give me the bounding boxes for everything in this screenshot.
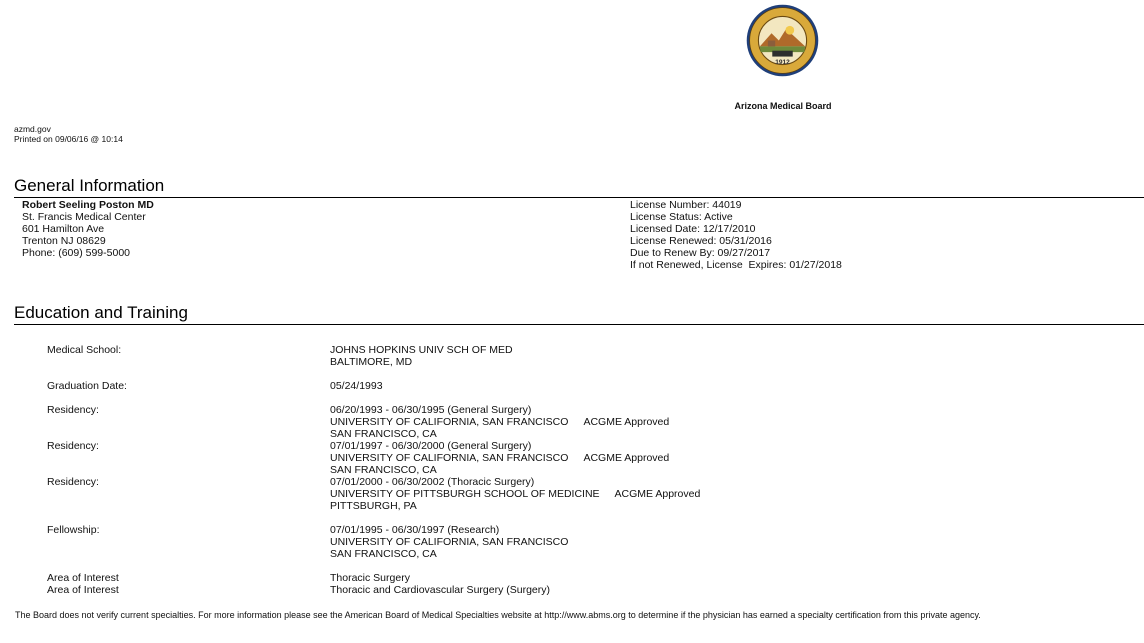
area-of-interest-value: Thoracic Surgery [330, 572, 410, 584]
physician-contact [22, 199, 154, 259]
residency-location: SAN FRANCISCO, CA [330, 428, 437, 440]
graduation-date-value: 05/24/1993 [330, 380, 383, 392]
residency-entry [330, 440, 669, 476]
physician-name: Robert Seeling Poston MD [22, 199, 154, 211]
residency-dates: 07/01/2000 - 06/30/2002 (Thoracic Surgery) [330, 476, 535, 488]
city-state-zip: Trenton NJ 08629 [22, 235, 106, 247]
residency-entry [330, 404, 669, 440]
area-of-interest-label: Area of Interest [47, 584, 119, 596]
medical-school-label: Medical School: [47, 344, 122, 356]
seal-year: 1912 [775, 58, 790, 66]
residency-institution: UNIVERSITY OF CALIFORNIA, SAN FRANCISCO [330, 452, 569, 464]
arizona-state-seal-icon [746, 4, 819, 77]
specialty-disclaimer: The Board does not verify current specialties. For more information please see the American Board of Medical Specialties website at http://www.abms.org to determine if the physician has earned a specialty certification from this private agency. [15, 610, 981, 620]
license-expires: If not Renewed, License Expires: 01/27/2018 [630, 259, 842, 271]
fellowship-dates: 07/01/1995 - 06/30/1997 (Research) [330, 524, 500, 536]
fellowship-label: Fellowship: [47, 524, 100, 536]
residency-institution: UNIVERSITY OF CALIFORNIA, SAN FRANCISCO [330, 416, 569, 428]
graduation-date-label: Graduation Date: [47, 380, 127, 392]
area-of-interest-label: Area of Interest [47, 572, 119, 584]
fellowship-entry [330, 524, 568, 560]
street-address: 601 Hamilton Ave [22, 223, 105, 235]
residency-entry [330, 476, 700, 512]
print-info [14, 124, 123, 144]
residency-location: PITTSBURGH, PA [330, 500, 417, 512]
medical-school-value [330, 344, 513, 368]
fellowship-location: SAN FRANCISCO, CA [330, 548, 437, 560]
residency-label: Residency: [47, 440, 99, 452]
residency-label: Residency: [47, 404, 99, 416]
medical-school-name: JOHNS HOPKINS UNIV SCH OF MED [330, 344, 513, 356]
area-of-interest-value: Thoracic and Cardiovascular Surgery (Surgery) [330, 584, 551, 596]
residency-dates: 07/01/1997 - 06/30/2000 (General Surgery) [330, 440, 532, 452]
residency-label: Residency: [47, 476, 99, 488]
acgme-approval: ACGME Approved [583, 416, 670, 428]
residency-location: SAN FRANCISCO, CA [330, 464, 437, 476]
license-status: License Status: Active [630, 211, 733, 223]
board-name: Arizona Medical Board [734, 101, 832, 111]
due-to-renew: Due to Renew By: 09/27/2017 [630, 247, 771, 259]
practice-name: St. Francis Medical Center [22, 211, 146, 223]
acgme-approval: ACGME Approved [614, 488, 701, 500]
print-timestamp: Printed on 09/06/16 @ 10:14 [14, 134, 123, 144]
education-training-title: Education and Training [14, 303, 188, 322]
site-url: azmd.gov [14, 124, 51, 134]
residency-dates: 06/20/1993 - 06/30/1995 (General Surgery) [330, 404, 532, 416]
section-divider [14, 324, 1144, 325]
general-information-title: General Information [14, 176, 165, 195]
fellowship-institution: UNIVERSITY OF CALIFORNIA, SAN FRANCISCO [330, 536, 569, 548]
section-divider [14, 197, 1144, 198]
medical-school-location: BALTIMORE, MD [330, 356, 413, 368]
license-details [630, 199, 842, 271]
acgme-approval: ACGME Approved [583, 452, 670, 464]
phone-number: Phone: (609) 599-5000 [22, 247, 130, 259]
licensed-date: Licensed Date: 12/17/2010 [630, 223, 756, 235]
license-number: License Number: 44019 [630, 199, 742, 211]
residency-institution: UNIVERSITY OF PITTSBURGH SCHOOL OF MEDICINE [330, 488, 600, 500]
license-renewed: License Renewed: 05/31/2016 [630, 235, 772, 247]
